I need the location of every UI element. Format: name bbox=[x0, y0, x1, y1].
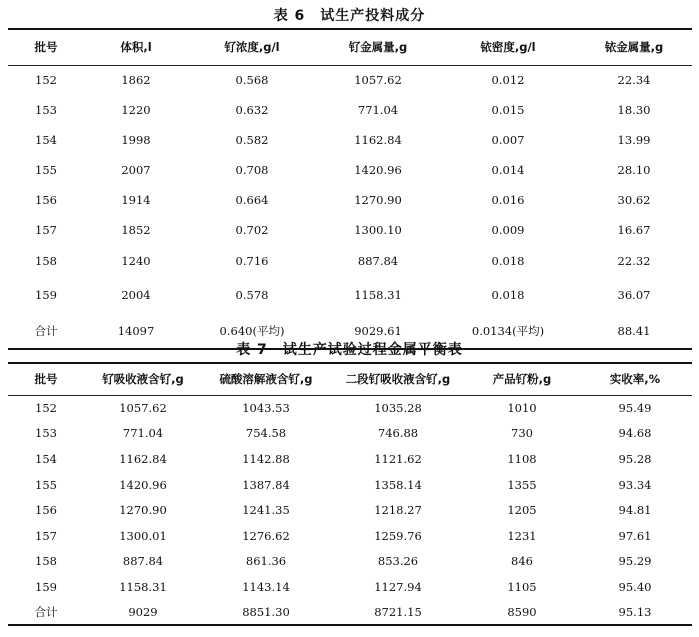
table-cell: 2007 bbox=[121, 163, 151, 177]
table-cell: 0.702 bbox=[235, 223, 269, 237]
table-cell: 0.632 bbox=[235, 103, 269, 117]
table-cell: 0.018 bbox=[491, 288, 525, 302]
table-cell: 155 bbox=[35, 477, 57, 492]
table-cell: 1240 bbox=[121, 254, 151, 268]
table-7-caption: 表 7 试生产试验过程金属平衡表 bbox=[236, 342, 463, 358]
table-cell: 18.30 bbox=[617, 103, 651, 117]
table-cell: 1231 bbox=[507, 528, 537, 543]
table-cell: 153 bbox=[35, 426, 57, 441]
column-header: 铱密度,g/l bbox=[440, 29, 576, 65]
table-cell: 95.49 bbox=[618, 401, 652, 416]
table-row bbox=[8, 574, 692, 600]
column-header: 铱金属量,g bbox=[576, 29, 692, 65]
table-cell: 159 bbox=[35, 579, 57, 594]
table-cell: 155 bbox=[35, 163, 57, 177]
table-cell: 28.10 bbox=[617, 163, 651, 177]
table-cell: 1158.31 bbox=[354, 288, 402, 302]
table-cell: 1270.90 bbox=[119, 503, 167, 518]
table-cell: 95.13 bbox=[618, 605, 652, 620]
table-row bbox=[8, 497, 692, 523]
table-cell: 95.40 bbox=[618, 579, 652, 594]
table-cell: 1057.62 bbox=[354, 73, 402, 88]
table-row bbox=[8, 215, 692, 245]
table-cell: 0.012 bbox=[491, 73, 525, 88]
table-row bbox=[8, 421, 692, 447]
table-cell: 0.664 bbox=[235, 193, 269, 207]
table-cell: 0.568 bbox=[235, 73, 269, 88]
table-cell: 771.04 bbox=[122, 426, 164, 441]
table-cell: 13.99 bbox=[617, 133, 651, 147]
table-cell: 88.41 bbox=[617, 323, 651, 338]
table-cell: 0.578 bbox=[235, 288, 269, 302]
table-row bbox=[8, 185, 692, 215]
table-cell: 0.016 bbox=[491, 193, 525, 207]
table-cell: 154 bbox=[35, 133, 57, 147]
table-6 bbox=[8, 28, 692, 350]
table-cell: 97.61 bbox=[618, 528, 652, 543]
table-cell: 0.018 bbox=[491, 254, 525, 268]
table-cell: 158 bbox=[35, 554, 57, 569]
table-cell: 1108 bbox=[507, 451, 537, 466]
table-cell: 1043.53 bbox=[242, 401, 290, 416]
table-cell: 1057.62 bbox=[119, 401, 167, 416]
table-cell: 1420.96 bbox=[354, 163, 402, 177]
table-cell: 8721.15 bbox=[374, 605, 422, 620]
table-cell: 1259.76 bbox=[374, 528, 422, 543]
table-cell: 1914 bbox=[121, 193, 151, 207]
table-6-caption: 表 6 试生产投料成分 bbox=[273, 8, 426, 24]
total-row bbox=[8, 600, 692, 626]
table-cell: 1142.88 bbox=[242, 451, 290, 466]
table-row bbox=[8, 472, 692, 498]
table-cell: 1143.14 bbox=[242, 579, 290, 594]
column-header: 批号 bbox=[8, 29, 84, 65]
table-cell: 156 bbox=[35, 503, 57, 518]
column-header: 钌金属量,g bbox=[316, 29, 440, 65]
table-cell: 159 bbox=[35, 288, 57, 302]
column-header: 钌浓度,g/l bbox=[188, 29, 316, 65]
table-cell: 0.708 bbox=[235, 163, 269, 177]
column-header: 实收率,% bbox=[578, 363, 692, 395]
table-cell: 771.04 bbox=[357, 103, 399, 117]
table-7-header-row bbox=[8, 363, 692, 395]
table-row bbox=[8, 549, 692, 575]
column-header: 硫酸溶解液含钌,g bbox=[202, 363, 330, 395]
table-cell: 1300.01 bbox=[119, 528, 167, 543]
table-cell: 22.34 bbox=[617, 73, 651, 88]
table-cell: 0.640(平均) bbox=[219, 323, 285, 338]
column-header: 批号 bbox=[8, 363, 84, 395]
table-cell: 730 bbox=[511, 426, 533, 441]
table-cell: 1010 bbox=[507, 401, 537, 416]
column-header: 二段钌吸收液含钌,g bbox=[330, 363, 466, 395]
table-cell: 30.62 bbox=[617, 193, 651, 207]
table-cell: 36.07 bbox=[617, 288, 651, 302]
table-cell: 2004 bbox=[121, 288, 151, 302]
table-cell: 153 bbox=[35, 103, 57, 117]
table-cell: 1127.94 bbox=[374, 579, 422, 594]
table-row bbox=[8, 95, 692, 125]
table-7-body bbox=[8, 395, 692, 625]
table-cell: 861.36 bbox=[245, 554, 287, 569]
table-cell: 1998 bbox=[121, 133, 151, 147]
table-cell: 154 bbox=[35, 451, 57, 466]
table-cell: 0.007 bbox=[491, 133, 525, 147]
table-cell: 1276.62 bbox=[242, 528, 290, 543]
table-6-body bbox=[8, 65, 692, 349]
table-cell: 887.84 bbox=[357, 254, 399, 268]
table-cell: 9029.61 bbox=[354, 323, 402, 338]
table-cell: 94.81 bbox=[618, 503, 652, 518]
table-cell: 1220 bbox=[121, 103, 151, 117]
table-cell: 853.26 bbox=[377, 554, 419, 569]
table-cell: 157 bbox=[35, 528, 57, 543]
column-header: 体积,l bbox=[84, 29, 188, 65]
table-cell: 合计 bbox=[34, 323, 58, 338]
table-row bbox=[8, 277, 692, 313]
table-cell: 0.015 bbox=[491, 103, 525, 117]
table-cell: 95.28 bbox=[618, 451, 652, 466]
table-cell: 1162.84 bbox=[119, 451, 167, 466]
table-cell: 0.009 bbox=[491, 223, 525, 237]
table-cell: 1420.96 bbox=[119, 477, 167, 492]
table-cell: 1241.35 bbox=[242, 503, 290, 518]
table-cell: 152 bbox=[35, 401, 57, 416]
table-cell: 156 bbox=[35, 193, 57, 207]
table-cell: 1270.90 bbox=[354, 193, 402, 207]
table-cell: 1035.28 bbox=[374, 401, 422, 416]
table-cell: 1162.84 bbox=[354, 133, 402, 147]
table-cell: 1862 bbox=[121, 73, 151, 88]
table-cell: 1205 bbox=[507, 503, 537, 518]
table-cell: 1300.10 bbox=[354, 223, 402, 237]
table-cell: 93.34 bbox=[618, 477, 652, 492]
table-cell: 754.58 bbox=[245, 426, 287, 441]
table-cell: 合计 bbox=[34, 605, 58, 620]
table-cell: 1387.84 bbox=[242, 477, 290, 492]
table-cell: 746.88 bbox=[377, 426, 419, 441]
table-cell: 846 bbox=[511, 554, 533, 569]
table-cell: 1158.31 bbox=[119, 579, 167, 594]
table-row bbox=[8, 245, 692, 277]
table-cell: 1852 bbox=[121, 223, 151, 237]
table-cell: 0.014 bbox=[491, 163, 525, 177]
table-cell: 94.68 bbox=[618, 426, 652, 441]
table-row bbox=[8, 395, 692, 421]
table-cell: 152 bbox=[35, 73, 57, 88]
table-cell: 22.32 bbox=[617, 254, 651, 268]
table-cell: 8590 bbox=[507, 605, 537, 620]
table-row bbox=[8, 446, 692, 472]
table-cell: 9029 bbox=[128, 605, 158, 620]
table-row bbox=[8, 65, 692, 95]
table-cell: 1355 bbox=[507, 477, 537, 492]
table-row bbox=[8, 125, 692, 155]
table-cell: 1218.27 bbox=[374, 503, 422, 518]
table-cell: 0.716 bbox=[235, 254, 269, 268]
table-6-header-row bbox=[8, 29, 692, 65]
column-header: 产品钌粉,g bbox=[466, 363, 578, 395]
table-cell: 0.582 bbox=[235, 133, 269, 147]
table-cell: 1358.14 bbox=[374, 477, 422, 492]
table-cell: 158 bbox=[35, 254, 57, 268]
column-header: 钌吸收液含钌,g bbox=[84, 363, 202, 395]
table-cell: 1105 bbox=[507, 579, 537, 594]
table-cell: 887.84 bbox=[122, 554, 164, 569]
table-cell: 0.0134(平均) bbox=[471, 323, 545, 338]
table-cell: 157 bbox=[35, 223, 57, 237]
table-cell: 95.29 bbox=[618, 554, 652, 569]
table-7 bbox=[8, 362, 692, 626]
table-cell: 1121.62 bbox=[374, 451, 422, 466]
table-row bbox=[8, 523, 692, 549]
table-row bbox=[8, 155, 692, 185]
table-cell: 16.67 bbox=[617, 223, 651, 237]
table-cell: 8851.30 bbox=[242, 605, 290, 620]
table-cell: 14097 bbox=[117, 323, 155, 338]
